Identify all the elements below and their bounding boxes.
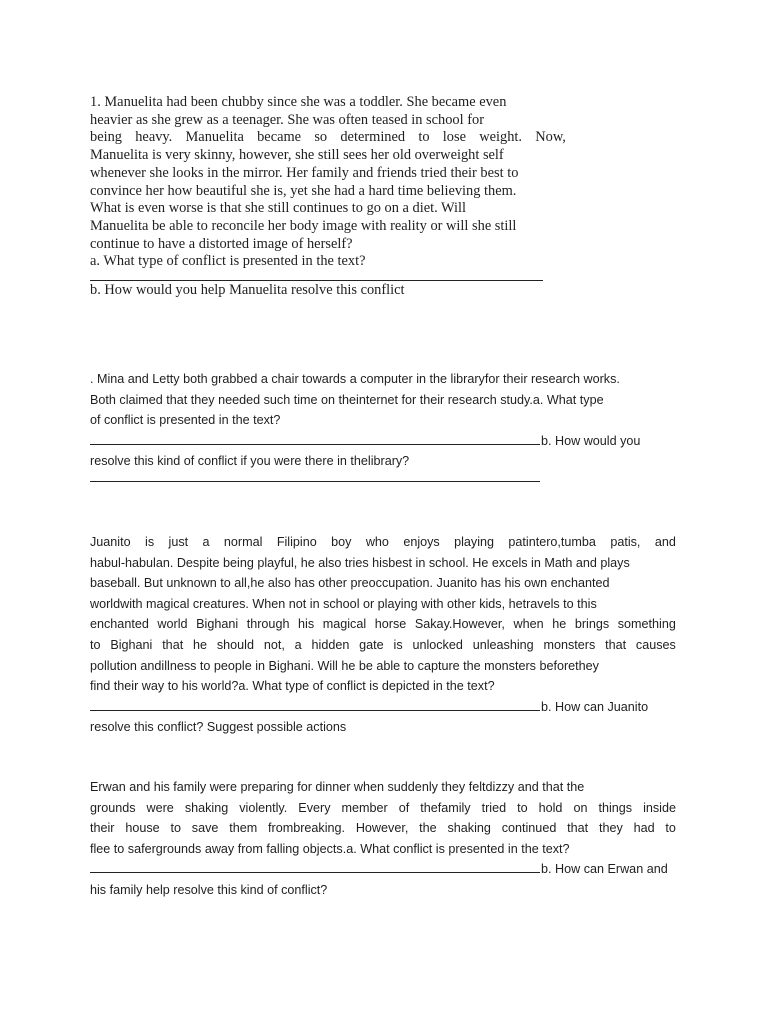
word: horse [374, 617, 407, 632]
word: who [365, 535, 389, 549]
word: continued [501, 821, 557, 836]
item4-line: flee to safergrounds away from falling objects.a. What conflict is presented in the text? [90, 841, 570, 856]
word: thefamily [420, 800, 471, 815]
item3-line: pollution andillness to people in Bighani. Will he be able to capture the monsters beforethey [90, 658, 599, 673]
word: that [605, 637, 627, 652]
item1-line: Manuelita be able to reconcile her body image with reality or will she still [90, 217, 517, 234]
item1-question-a: a. What type of conflict is presented in the text? [90, 253, 366, 270]
word: Juanito [90, 535, 131, 549]
item4-justified-line [90, 798, 676, 819]
word: save [191, 821, 219, 836]
word: enjoys [403, 535, 440, 549]
word: them [229, 821, 258, 836]
word: unleashing [472, 637, 534, 652]
item2-line: resolve this kind of conflict if you were there in thelibrary? [90, 454, 410, 469]
item4-line: Erwan and his family were preparing for dinner when suddenly they feltdizzy and that the [90, 780, 585, 794]
word: he [193, 637, 208, 652]
item-2-mina-letty [90, 369, 680, 482]
word: Bighani [196, 617, 239, 632]
word: Manuelita [185, 129, 244, 146]
word: of [398, 800, 410, 815]
answer-blank-line[interactable] [90, 472, 540, 482]
word: grounds [90, 800, 136, 815]
item4-question-b: b. How can Erwan and [541, 862, 668, 877]
item4-justified-line [90, 818, 676, 839]
item1-line: continue to have a distorted image of herself? [90, 235, 353, 252]
word: normal [223, 535, 263, 549]
word: just [168, 535, 189, 549]
word: boy [331, 535, 352, 549]
word: violently. [239, 800, 288, 815]
item3-justified-line [90, 614, 676, 635]
item3-line: baseball. But unknown to all,he also has other preoccupation. Juanito has his own enchanted [90, 576, 610, 591]
word: a [294, 637, 302, 652]
item1-line: whenever she looks in the mirror. Her family and friends tried their best to [90, 164, 519, 181]
word: that [162, 637, 184, 652]
word: house [125, 821, 160, 836]
item3-line: worldwith magical creatures. When not in school or playing with other kids, hetravels to this [90, 596, 597, 611]
item3-justified-line [90, 635, 676, 656]
word: their [90, 821, 115, 836]
word: and [654, 535, 676, 549]
item3-line: resolve this conflict? Suggest possible actions [90, 720, 347, 735]
item3-line: find their way to his world?a. What type of conflict is depicted in the text? [90, 679, 495, 694]
word: not, [263, 637, 285, 652]
word: hidden [311, 637, 350, 652]
item1-line: 1. Manuelita had been chubby since she was a toddler. She became even [90, 94, 507, 110]
word: when [513, 617, 544, 632]
answer-blank-line[interactable] [90, 280, 543, 281]
word: through [246, 617, 290, 632]
word: shaking [447, 821, 491, 836]
word: they [598, 821, 623, 836]
word: world [157, 617, 188, 632]
word: a [202, 535, 210, 549]
item2-question-b: b. How would you [541, 433, 641, 448]
word: being [90, 129, 122, 146]
item1-line: What is even worse is that she still continues to go on a diet. Will [90, 200, 467, 217]
word: patis, [610, 535, 641, 549]
word: unlocked [412, 637, 463, 652]
item1-line: convince her how beautiful she is, yet she had a hard time believing them. [90, 182, 517, 199]
word: should [216, 637, 254, 652]
word: were [146, 800, 174, 815]
item4-line: his family help resolve this kind of conflict? [90, 882, 328, 897]
word: Every [298, 800, 331, 815]
word: member [341, 800, 388, 815]
word: magical [322, 617, 367, 632]
item3-justified-line [90, 532, 676, 553]
word: to [418, 129, 430, 146]
word: the [419, 821, 437, 836]
word: something [617, 617, 676, 632]
word: brings [574, 617, 610, 632]
item1-question-b: b. How would you help Manuelita resolve this conflict [90, 282, 405, 299]
answer-blank-line[interactable] [90, 860, 540, 873]
word: Now, [535, 129, 566, 146]
word: tried [481, 800, 507, 815]
word: gate [359, 637, 384, 652]
item-4-erwan [90, 777, 680, 901]
word: playing [454, 535, 495, 549]
item-1-manuelita [90, 94, 570, 300]
word: Bighani [110, 637, 153, 652]
item4-answer-line [90, 859, 680, 880]
item1-justified-line [90, 129, 566, 147]
word: to [665, 821, 676, 836]
word: on [573, 800, 588, 815]
word: to [517, 800, 528, 815]
word: became [257, 129, 302, 146]
word: However, [355, 821, 409, 836]
word: weight. [479, 129, 522, 146]
word: he [552, 617, 567, 632]
word: frombreaking. [268, 821, 346, 836]
word: causes [635, 637, 676, 652]
word: shaking [184, 800, 229, 815]
item3-line: habul-habulan. Despite being playful, he also tries hisbest in school. He excels in Math and plays [90, 555, 630, 570]
item1-line: Manuelita is very skinny, however, she still sees her old overweight self [90, 147, 504, 164]
item2-answer-line [90, 431, 680, 452]
word: lose [442, 129, 466, 146]
word: had [633, 821, 655, 836]
word: determined [340, 129, 406, 146]
item1-line: heavier as she grew as a teenager. She was often teased in school for [90, 111, 484, 128]
item2-line: . Mina and Letty both grabbed a chair towards a computer in the libraryfor their research works. [90, 372, 620, 386]
word: Sakay.However, [414, 617, 505, 632]
item-3-juanito [90, 532, 680, 738]
word: things [598, 800, 633, 815]
item2-line: Both claimed that they needed such time on theinternet for their research study.a. What type [90, 392, 604, 407]
answer-blank-line[interactable] [90, 698, 540, 711]
word: hold [538, 800, 563, 815]
word: to [170, 821, 181, 836]
answer-blank-line[interactable] [90, 432, 540, 445]
word: monsters [543, 637, 596, 652]
word: his [298, 617, 315, 632]
word: inside [643, 800, 676, 815]
word: is [145, 535, 155, 549]
word: so [314, 129, 328, 146]
word: enchanted [90, 617, 149, 632]
word: is [393, 637, 403, 652]
item3-answer-line [90, 697, 680, 718]
item2-line: of conflict is presented in the text? [90, 413, 281, 428]
word: that [567, 821, 589, 836]
word: to [90, 637, 101, 652]
word: heavy. [135, 129, 173, 146]
item3-question-b: b. How can Juanito [541, 699, 649, 714]
word: Filipino [276, 535, 317, 549]
word: patintero,tumba [508, 535, 596, 549]
